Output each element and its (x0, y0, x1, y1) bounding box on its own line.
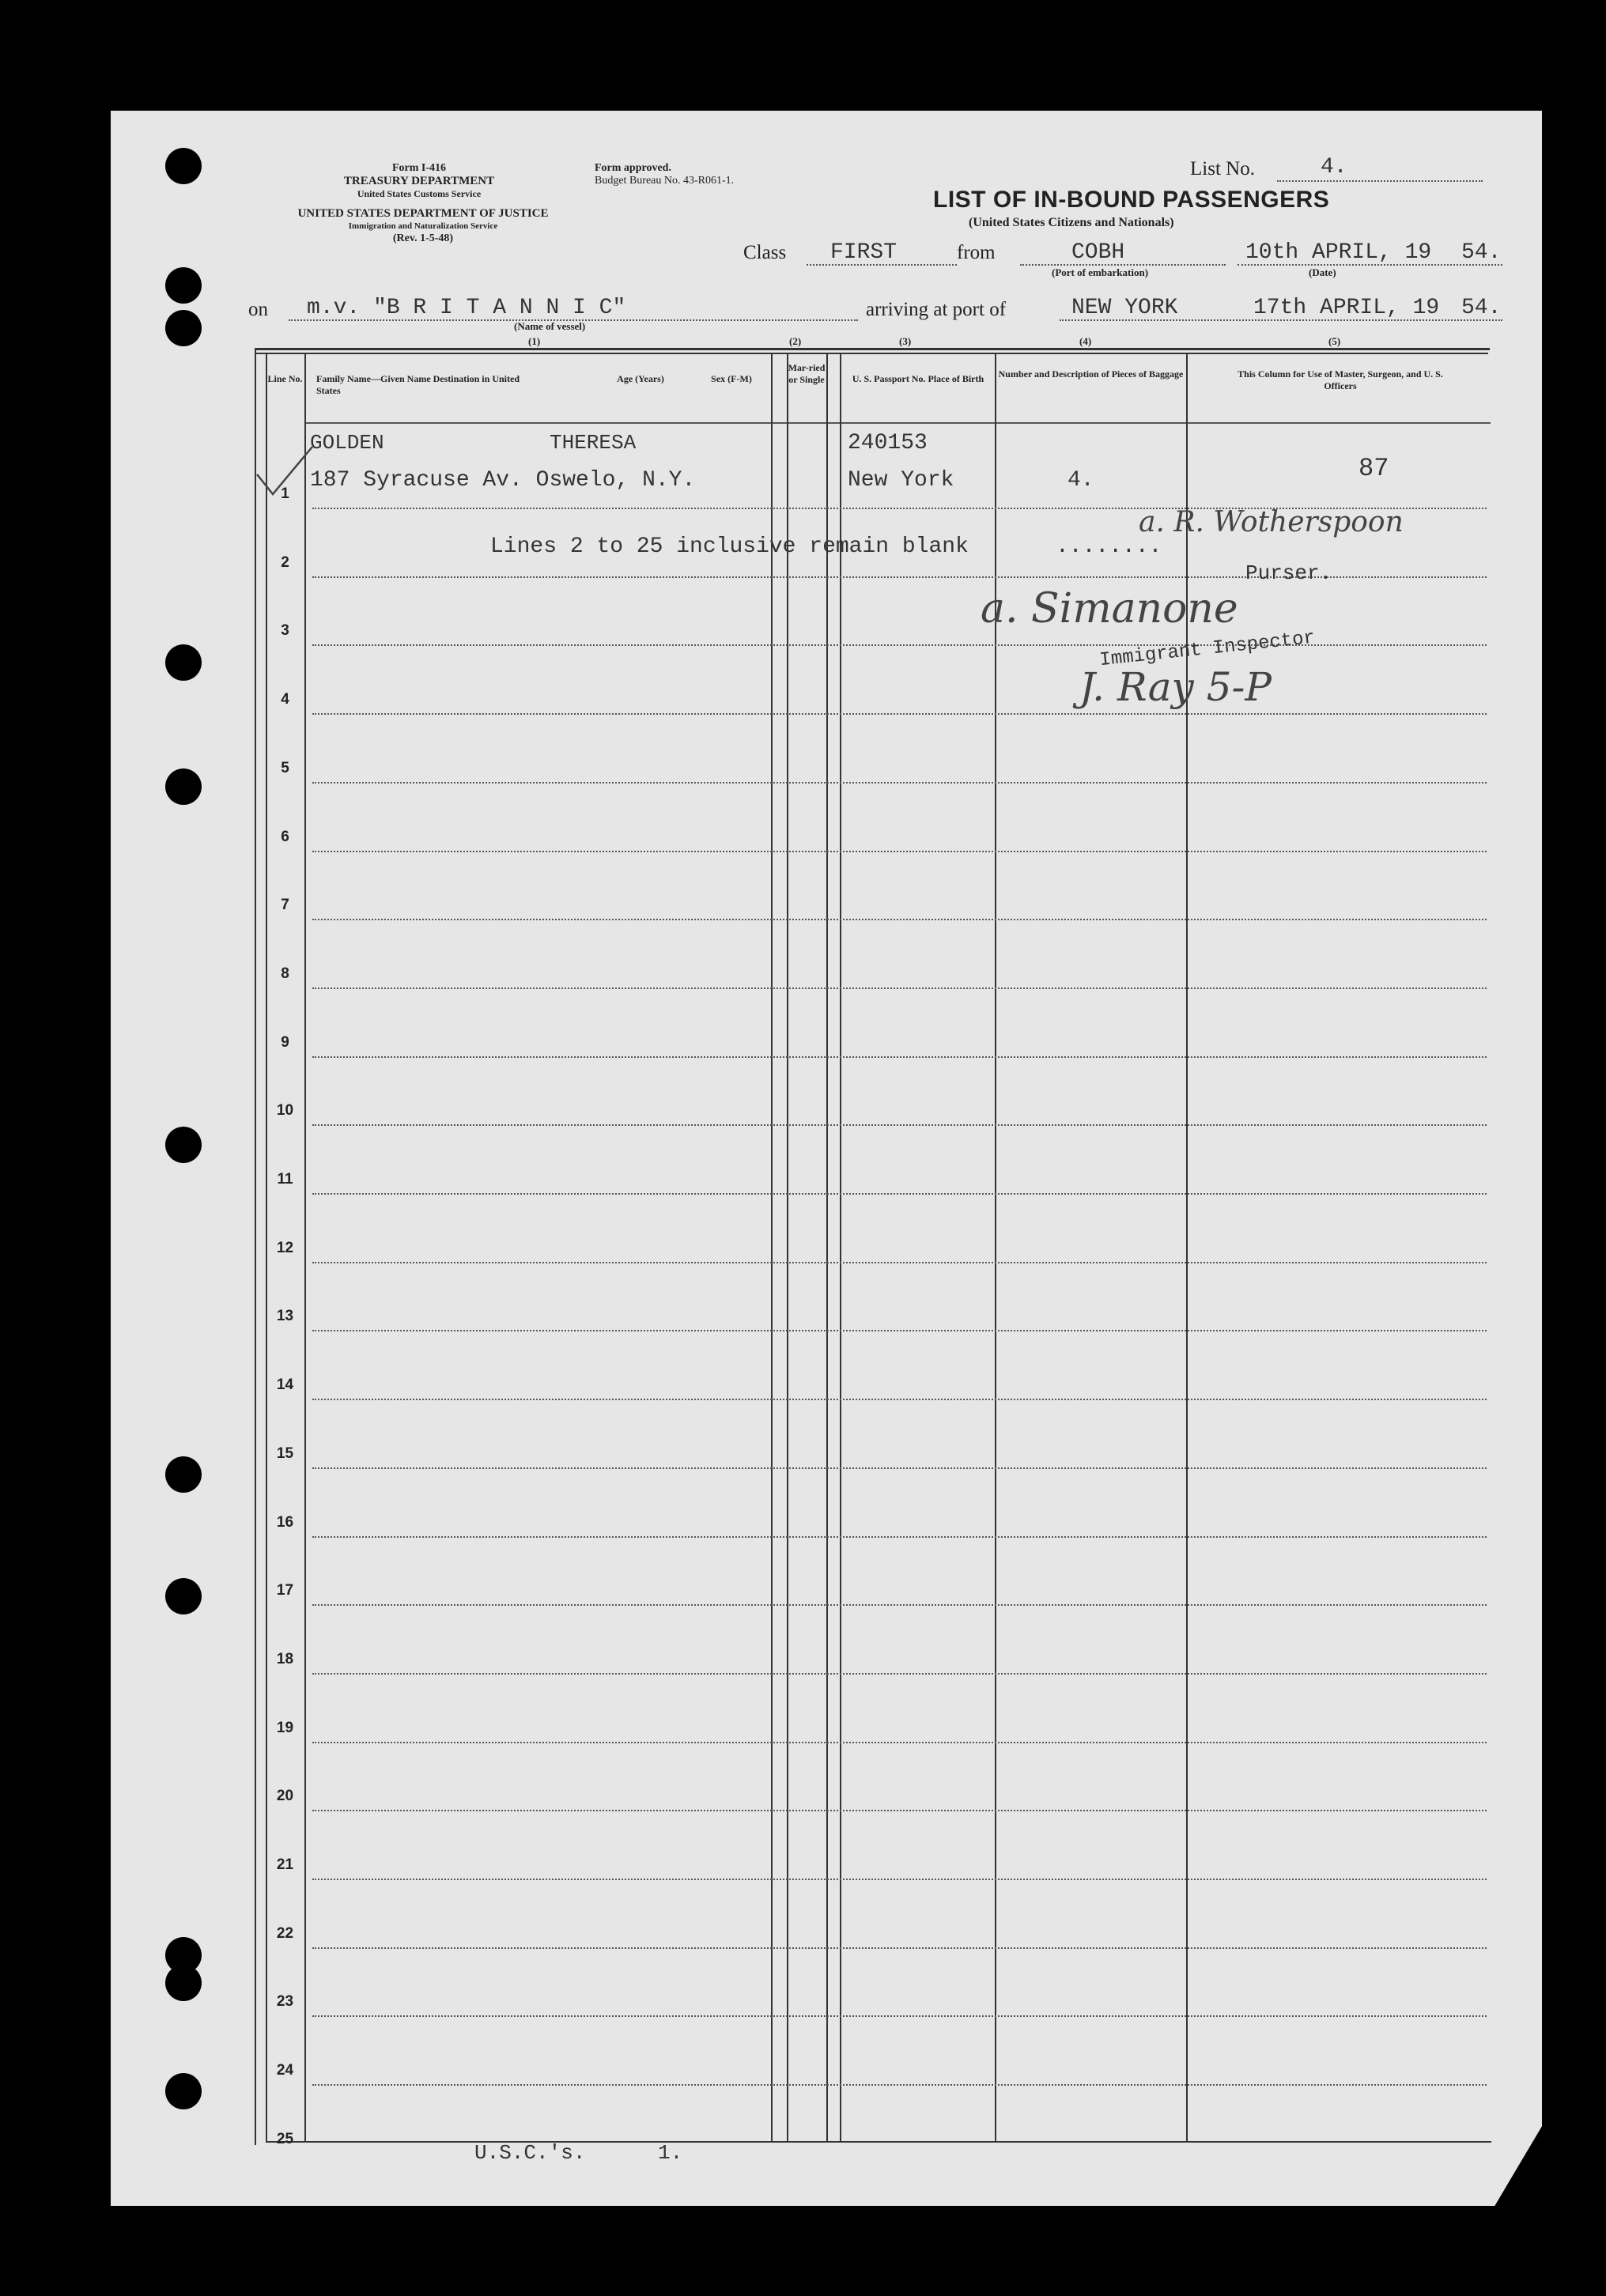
row-rule (312, 713, 1487, 715)
row-number: 20 (276, 1788, 294, 1805)
row-number: 2 (281, 553, 289, 571)
col-header-officers: This Column for Use of Master, Surgeon, and U. S. Officers (1238, 368, 1443, 391)
row-rule (312, 1467, 1487, 1469)
row-number: 21 (276, 1856, 294, 1873)
row-rule (312, 782, 1487, 784)
col-header-sex: Sex (F-M) (711, 373, 752, 384)
header-bottom-rule (304, 422, 1491, 424)
date-caption: (Date) (1309, 266, 1336, 278)
uscs-count: 1. (658, 2141, 683, 2165)
row-rule (312, 851, 1487, 852)
row-rule (312, 2084, 1487, 2086)
birthplace: New York (848, 468, 954, 493)
punch-hole (165, 310, 202, 346)
col-marker-3: (3) (899, 335, 912, 347)
list-no-underline (1277, 180, 1483, 182)
row-rule (312, 1947, 1487, 1949)
embark-caption: (Port of embarkation) (1052, 266, 1149, 278)
row-number: 5 (281, 759, 289, 776)
row-rule (312, 1330, 1487, 1331)
col-rule (840, 353, 841, 2141)
passport-number: 240153 (848, 431, 928, 455)
checkmark-icon (253, 443, 316, 498)
row-number: 24 (276, 2062, 294, 2079)
row-rule (312, 1193, 1487, 1195)
punch-hole (165, 644, 202, 681)
col-header-line: Line No. (267, 373, 303, 384)
passenger-address: 187 Syracuse Av. Oswelo, N.Y. (310, 468, 696, 493)
row-rule (312, 1262, 1487, 1263)
punch-hole (165, 148, 202, 184)
row-number: 7 (281, 897, 289, 914)
punch-hole (165, 768, 202, 805)
blank-lines-note: Lines 2 to 25 inclusive remain blank (490, 534, 969, 559)
class-value: FIRST (830, 240, 897, 265)
form-number (316, 162, 522, 200)
col-header-baggage: Number and Description of Pieces of Baggage (998, 368, 1184, 380)
list-no-label: List No. (1190, 158, 1255, 179)
form-number-text: Form I-416 (391, 162, 447, 174)
inspector-label: Immigrant Inspector (1098, 627, 1317, 672)
list-no-value: 4. (1321, 155, 1347, 179)
justice-dept: UNITED STATES DEPARTMENT OF JUSTICE (297, 207, 549, 220)
punch-hole (165, 1127, 202, 1163)
table-top-double (255, 353, 1488, 354)
purser-label: Purser. (1245, 561, 1332, 585)
document-title: LIST OF IN-BOUND PASSENGERS (933, 187, 1330, 213)
passenger-family-name: GOLDEN (310, 431, 384, 455)
col-rule (304, 353, 306, 2141)
punch-hole (165, 1965, 202, 2001)
row-rule (312, 1536, 1487, 1538)
purser-signature: a. R. Wotherspoon (1139, 506, 1404, 538)
col-marker-1: (1) (528, 335, 541, 347)
arrival-date: 17th APRIL, 19 (1253, 296, 1440, 320)
row-number: 17 (276, 1582, 294, 1599)
punch-hole (165, 1456, 202, 1493)
inspector-signature: a. Simanone (981, 585, 1238, 633)
punch-hole (165, 1578, 202, 1614)
table-bottom-border (266, 2141, 1491, 2143)
col-rule (787, 353, 788, 2141)
row-rule (312, 1399, 1487, 1400)
row-number: 1 (281, 485, 289, 502)
col-marker-5: (5) (1328, 335, 1341, 347)
officer-note: 87 (1358, 454, 1389, 483)
document-subtitle: (United States Citizens and Nationals) (969, 216, 1174, 229)
treasury-dept: TREASURY DEPARTMENT (343, 175, 495, 187)
row-number: 23 (276, 1993, 294, 2011)
row-number: 8 (281, 965, 289, 982)
col-header-passport: U. S. Passport No. Place of Birth (852, 373, 984, 384)
row-rule (312, 1056, 1487, 1058)
row-rule (312, 1742, 1487, 1743)
col-header-married: Mar-ried or Single (788, 362, 826, 385)
col-header-age: Age (Years) (617, 373, 664, 384)
row-rule (312, 1810, 1487, 1811)
vessel-name: m.v. "B R I T A N N I C" (307, 296, 626, 320)
row-number: 13 (276, 1308, 294, 1325)
row-number: 14 (276, 1376, 294, 1394)
manifest-table (255, 348, 1490, 2145)
row-rule (312, 1673, 1487, 1675)
uscs-label: U.S.C.'s. (474, 2141, 586, 2165)
from-label: from (957, 242, 996, 263)
row-number: 16 (276, 1513, 294, 1531)
row-rule (312, 1879, 1487, 1880)
arrival-underline (1060, 319, 1502, 321)
from-underline (1020, 264, 1226, 266)
row-number: 4 (281, 691, 289, 708)
departure-date: 10th APRIL, 19 (1245, 240, 1432, 265)
departure-year: 54. (1461, 240, 1502, 265)
punch-hole (165, 2073, 202, 2109)
budget-bureau: Budget Bureau No. 43-R061-1. (595, 175, 735, 187)
punch-hole (165, 267, 202, 304)
row-number: 25 (276, 2130, 294, 2147)
arriving-label: arriving at port of (866, 299, 1007, 320)
row-number: 15 (276, 1444, 294, 1462)
row-number: 11 (277, 1171, 293, 1188)
customs-service: United States Customs Service (357, 188, 482, 199)
form-approved: Form approved. (595, 162, 671, 174)
embark-port: COBH (1071, 240, 1125, 265)
row-number: 19 (276, 1719, 294, 1736)
col-rule (771, 353, 773, 2141)
row-rule (312, 2015, 1487, 2017)
class-underline (807, 264, 957, 266)
revision: (Rev. 1-5-48) (392, 232, 454, 244)
row-number: 18 (276, 1650, 294, 1667)
row-number: 6 (281, 828, 289, 845)
ins-service: Immigration and Naturalization Service (348, 221, 498, 231)
vessel-caption: (Name of vessel) (514, 320, 586, 332)
date-underline (1238, 264, 1502, 266)
justice-block (245, 207, 601, 245)
col-marker-4: (4) (1079, 335, 1092, 347)
arrival-year: 54. (1461, 296, 1502, 320)
row-rule (312, 919, 1487, 920)
row-number: 10 (276, 1102, 294, 1120)
baggage-count: 4. (1068, 468, 1094, 493)
row-number: 9 (281, 1033, 289, 1051)
on-label: on (248, 299, 268, 320)
arrival-port: NEW YORK (1071, 296, 1178, 320)
col-rule (826, 353, 828, 2141)
col-header-name: Family Name—Given Name Destination in United States (316, 373, 520, 396)
row-rule (312, 1124, 1487, 1126)
class-label: Class (743, 242, 787, 263)
row-rule (312, 1604, 1487, 1606)
passenger-given-name: THERESA (550, 431, 637, 455)
row-rule (312, 988, 1487, 989)
row-number: 12 (276, 1239, 294, 1256)
row-number: 22 (276, 1924, 294, 1942)
col-marker-2: (2) (789, 335, 802, 347)
inspector-initials: J. Ray 5-P (1079, 664, 1272, 710)
note-dots: ........ (1056, 534, 1162, 559)
form-approval (595, 162, 734, 187)
row-number: 3 (281, 622, 289, 640)
